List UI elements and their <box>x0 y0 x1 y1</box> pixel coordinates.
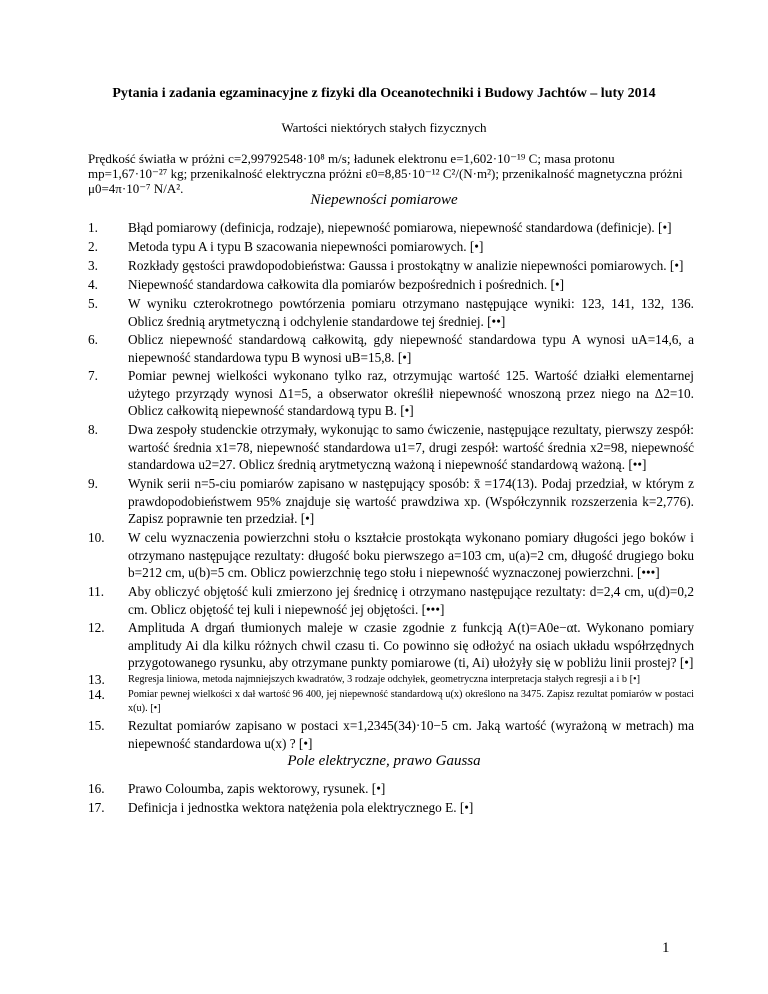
question-number: 12. <box>88 620 105 635</box>
question-item <box>88 276 694 294</box>
question-text: Pomiar pewnej wielkości x dał wartość 96 400, jej niepewność standardową u(x) określono na 3475. Zapisz rezultat pomiarów w postaci x(u). [•] <box>128 689 694 715</box>
section-heading-electric: Pole elektryczne, prawo Gaussa <box>287 753 481 769</box>
question-number: 11. <box>88 584 105 599</box>
question-number: 1. <box>88 220 98 235</box>
question-number: 9. <box>88 476 98 491</box>
question-item <box>88 257 694 275</box>
question-item <box>88 331 694 366</box>
question-number: 4. <box>88 277 98 292</box>
question-item <box>88 717 694 752</box>
question-item <box>88 780 694 798</box>
question-text: Błąd pomiarowy (definicja, rodzaje), niepewność pomiarowa, niepewność standardowa (definicje). [•] <box>128 220 672 235</box>
question-text: W celu wyznaczenia powierzchni stołu o kształcie prostokąta wykonano pomiary długości jego boków i otrzymano następujące rezultaty: długość boku pierwszego a=103 cm, u(a)=2 cm, długość drugiego boku b=212 cm, u(b)=5 cm. Oblicz powierzchnię tego stołu i niepewność wyznaczonej powierzchni. [•••] <box>128 530 694 581</box>
question-number: 3. <box>88 258 98 273</box>
question-number: 8. <box>88 422 98 437</box>
question-number: 15. <box>88 718 105 733</box>
question-item <box>88 219 694 237</box>
question-item <box>88 673 694 687</box>
question-text: W wyniku czterokrotnego powtórzenia pomiaru otrzymano następujące wyniki: 123, 141, 132, 136. Oblicz średnią arytmetyczną i odchylenie standardowe tej średniej. [••] <box>128 296 694 329</box>
constants-heading: Wartości niektórych stałych fizycznych <box>281 120 487 135</box>
question-text: Definicja i jednostka wektora natężenia pola elektrycznego E. [•] <box>128 800 474 815</box>
question-text: Pomiar pewnej wielkości wykonano tylko raz, otrzymując wartość 125. Wartość działki elementarnej użytego przyrządy wynosi Δ1=5, a obserwator określił niepewność wnoszoną przez niego na Δ2=10. Oblicz całkowitą niepewność standardową typu B. [•] <box>128 368 694 419</box>
question-item <box>88 238 694 256</box>
question-item <box>88 421 694 474</box>
question-item <box>88 688 694 716</box>
question-number: 13. <box>88 672 105 687</box>
page-number: 1 <box>662 940 670 956</box>
question-number: 2. <box>88 239 98 254</box>
constants-paragraph: Prędkość światła w próżni c=2,99792548·10⁸ m/s; ładunek elektronu e=1,602·10⁻¹⁹ C; masa protonu mp=1,67·10⁻²⁷ kg; przenikalność elektryczna próżni ε0=8,85·10⁻¹² C²/(N·m²); przenikalność magnetyczna próżni μ0=4π·10⁻⁷ N/A². <box>88 151 683 196</box>
document-title: Pytania i zadania egzaminacyjne z fizyki dla Oceanotechniki i Budowy Jachtów – luty 2014 <box>112 86 656 101</box>
question-text: Rezultat pomiarów zapisano w postaci x=1,2345(34)·10−5 cm. Jaką wartość (wyrażoną w metrach) ma niepewność standardowa u(x) ? [•] <box>128 718 694 751</box>
question-text: Metoda typu A i typu B szacowania niepewności pomiarowych. [•] <box>128 239 484 254</box>
question-item <box>88 799 694 817</box>
question-item <box>88 295 694 330</box>
question-text: Oblicz niepewność standardową całkowitą, gdy niepewność standardowa typu A wynosi uA=14,6, a niepewność standardowa typu B wynosi uB=15,8. [•] <box>128 332 694 365</box>
question-number: 17. <box>88 800 105 815</box>
question-item <box>88 583 694 618</box>
question-number: 16. <box>88 781 105 796</box>
question-number: 10. <box>88 530 105 545</box>
question-item <box>88 367 694 420</box>
section-heading-uncertainty: Niepewności pomiarowe <box>310 192 458 208</box>
question-item <box>88 529 694 582</box>
question-number: 5. <box>88 296 98 311</box>
question-text: Prawo Coloumba, zapis wektorowy, rysunek. [•] <box>128 781 386 796</box>
question-text: Niepewność standardowa całkowita dla pomiarów bezpośrednich i pośrednich. [•] <box>128 277 565 292</box>
question-number: 7. <box>88 368 98 383</box>
question-text: Amplituda A drgań tłumionych maleje w czasie zgodnie z funkcją A(t)=A0e−αt. Wykonano pomiary amplitudy Ai dla kilku różnych chwil czasu ti. Co powinno się odłożyć na osiach układu współrzędnych przygotowanego rysunku, aby otrzymane punkty pomiarowe (ti, Ai) ułożyły się w pobliżu linii prostej? [•] <box>128 620 694 671</box>
question-text: Regresja liniowa, metoda najmniejszych kwadratów, 3 rodzaje odchyłek, geometryczna interpretacja stałych regresji a i b [•] <box>128 674 641 685</box>
question-item <box>88 475 694 528</box>
question-text: Rozkłady gęstości prawdopodobieństwa: Gaussa i prostokątny w analizie niepewności pomiarowych. [•] <box>128 258 684 273</box>
question-text: Dwa zespoły studenckie otrzymały, wykonując to samo ćwiczenie, następujące rezultaty, pierwszy zespół: wartość średnia x1=78, niepewność standardowa u1=7, drugi zespół: wartość średnia x2=98, niepewność standardowa u2=27. Oblicz średnią arytmetyczną ważoną i niepewność standardową ważoną. [••] <box>128 422 694 473</box>
question-number: 14. <box>88 687 105 702</box>
question-item <box>88 619 694 672</box>
question-text: Wynik serii n=5-ciu pomiarów zapisano w następujący sposób: x̄ =174(13). Podaj przedział, w którym z prawdopodobieństwem 95% znajduje się wartość prawdziwa xp. (Współczynnik rozszerzenia k=2,776). Zapisz poprawnie ten przedział. [•] <box>128 476 694 527</box>
question-number: 6. <box>88 332 98 347</box>
question-text: Aby obliczyć objętość kuli zmierzono jej średnicę i otrzymano następujące rezultaty: d=2,4 cm, u(d)=0,2 cm. Oblicz objętość tej kuli i niepewność jej objętości. [•••] <box>128 584 694 617</box>
